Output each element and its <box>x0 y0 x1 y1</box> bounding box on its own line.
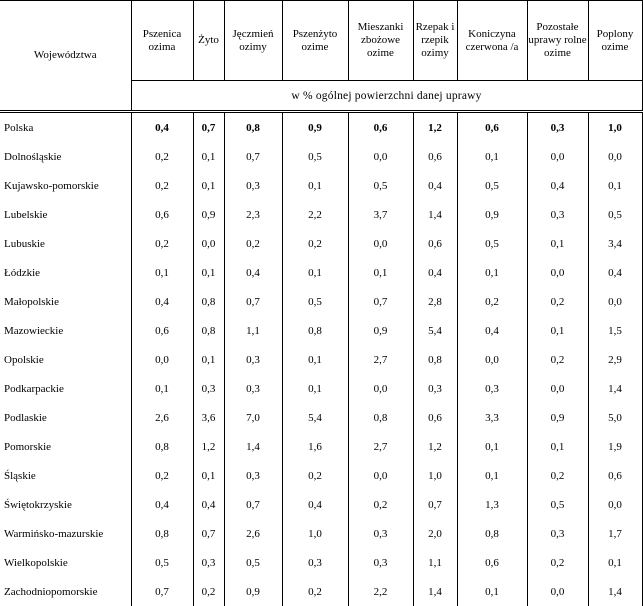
table-cell: 0,4 <box>131 112 193 143</box>
table-cell: 1,0 <box>413 461 457 490</box>
table-cell: 0,9 <box>224 577 282 606</box>
table-cell: 0,8 <box>131 432 193 461</box>
table-cell: 2,3 <box>224 200 282 229</box>
table-cell: 0,0 <box>348 461 413 490</box>
table-row <box>0 258 642 287</box>
table-cell: 0,6 <box>131 200 193 229</box>
table-cell: 1,4 <box>588 374 642 403</box>
region-name: Wielkopolskie <box>4 556 68 569</box>
table-cell: 0,0 <box>193 229 224 258</box>
table-cell: 1,4 <box>413 200 457 229</box>
table-cell: 0,3 <box>527 519 588 548</box>
table-row <box>0 374 642 403</box>
table-cell: 0,0 <box>527 374 588 403</box>
table-cell: 0,8 <box>282 316 348 345</box>
table-cell: 5,4 <box>282 403 348 432</box>
table-cell: 0,8 <box>224 112 282 143</box>
table-cell: 0,3 <box>527 112 588 143</box>
table-cell: 2,2 <box>282 200 348 229</box>
region-name: Polska <box>0 112 131 143</box>
table-cell: 0,0 <box>588 490 642 519</box>
table-cell: 0,5 <box>348 171 413 200</box>
table-row <box>0 345 642 374</box>
table-cell: 1,2 <box>413 112 457 143</box>
table-cell: 0,1 <box>527 432 588 461</box>
table-cell: 0,4 <box>413 171 457 200</box>
table-row <box>0 200 642 229</box>
table-cell: 2,6 <box>224 519 282 548</box>
table-cell: 0,5 <box>282 287 348 316</box>
table-cell: 0,2 <box>282 461 348 490</box>
table-cell: 0,2 <box>527 345 588 374</box>
table-cell: 0,0 <box>131 345 193 374</box>
table-cell: 0,2 <box>131 171 193 200</box>
table-cell: 1,5 <box>588 316 642 345</box>
table-cell: 0,8 <box>457 519 527 548</box>
table-cell: 3,3 <box>457 403 527 432</box>
table-cell: 0,2 <box>282 577 348 606</box>
table-cell: 0,1 <box>131 374 193 403</box>
table-cell: 0,1 <box>131 258 193 287</box>
table-cell: 0,0 <box>588 287 642 316</box>
region-name: Małopolskie <box>4 295 59 308</box>
table-cell: 0,4 <box>282 490 348 519</box>
column-header: Pozostałe uprawy rolne ozime <box>527 1 588 81</box>
table-cell: 2,0 <box>413 519 457 548</box>
table-cell: 0,2 <box>282 229 348 258</box>
table-cell: 5,4 <box>413 316 457 345</box>
table-cell: 0,5 <box>457 171 527 200</box>
table-cell: 0,9 <box>282 112 348 143</box>
table-cell: 0,7 <box>348 287 413 316</box>
table-cell: 0,3 <box>224 171 282 200</box>
table-cell: 0,1 <box>457 142 527 171</box>
table-cell: 0,0 <box>348 374 413 403</box>
table-cell: 0,8 <box>193 287 224 316</box>
table-row <box>0 229 642 258</box>
table-cell: 0,1 <box>588 548 642 577</box>
region-name: Łódzkie <box>4 266 41 279</box>
table-cell: 0,2 <box>131 229 193 258</box>
region-name: Kujawsko-pomorskie <box>4 179 99 192</box>
table-cell: 0,1 <box>193 171 224 200</box>
table-cell: 0,2 <box>527 548 588 577</box>
table-cell: 0,7 <box>193 112 224 143</box>
region-name: Lubuskie <box>4 237 45 250</box>
table-cell: 0,5 <box>224 548 282 577</box>
table-cell: 0,6 <box>413 229 457 258</box>
table-cell: 0,7 <box>413 490 457 519</box>
table-cell: 2,8 <box>413 287 457 316</box>
table-cell: 0,3 <box>413 374 457 403</box>
table-cell: 0,9 <box>457 200 527 229</box>
region-name: Zachodniopomorskie <box>4 585 98 598</box>
table-cell: 0,6 <box>457 112 527 143</box>
table-cell: 1,4 <box>413 577 457 606</box>
table-row <box>0 403 642 432</box>
region-name: Podlaskie <box>4 411 47 424</box>
table-cell: 3,4 <box>588 229 642 258</box>
column-header: Żyto <box>193 1 224 81</box>
table-cell: 0,0 <box>527 577 588 606</box>
table-cell: 0,3 <box>348 519 413 548</box>
table-cell: 0,5 <box>282 142 348 171</box>
table-cell: 0,8 <box>413 345 457 374</box>
table-cell: 0,1 <box>282 171 348 200</box>
table-cell: 0,1 <box>282 258 348 287</box>
table-cell: 1,7 <box>588 519 642 548</box>
table-cell: 0,1 <box>588 171 642 200</box>
table-row <box>0 316 642 345</box>
table-cell: 0,0 <box>348 142 413 171</box>
table-cell: 0,3 <box>224 374 282 403</box>
table-cell: 1,0 <box>588 112 642 143</box>
table-cell: 0,8 <box>131 519 193 548</box>
table-cell: 7,0 <box>224 403 282 432</box>
table-cell: 0,9 <box>527 403 588 432</box>
table-row <box>0 577 642 606</box>
table-cell: 0,9 <box>193 200 224 229</box>
table-cell: 0,1 <box>457 258 527 287</box>
table-cell: 0,1 <box>282 374 348 403</box>
table-cell: 0,1 <box>457 432 527 461</box>
table-cell: 0,2 <box>193 577 224 606</box>
table-cell: 0,4 <box>131 490 193 519</box>
table-cell: 2,2 <box>348 577 413 606</box>
table-cell: 0,3 <box>193 374 224 403</box>
table-cell: 0,6 <box>457 548 527 577</box>
table-cell: 0,1 <box>193 258 224 287</box>
table-cell: 0,8 <box>193 316 224 345</box>
table-cell: 0,5 <box>527 490 588 519</box>
table-cell: 0,4 <box>457 316 527 345</box>
table-cell: 0,3 <box>282 548 348 577</box>
table-cell: 0,2 <box>527 287 588 316</box>
region-name: Pomorskie <box>4 440 52 453</box>
table-cell: 1,3 <box>457 490 527 519</box>
column-header: Pszenica ozima <box>131 1 193 81</box>
table-cell: 0,2 <box>527 461 588 490</box>
table-cell: 0,9 <box>348 316 413 345</box>
table-cell: 1,1 <box>413 548 457 577</box>
table-cell: 0,4 <box>588 258 642 287</box>
table-cell: 0,2 <box>224 229 282 258</box>
table-cell: 0,4 <box>527 171 588 200</box>
column-header: Poplony ozime <box>588 1 642 81</box>
region-name: Śląskie <box>4 469 36 482</box>
table-row <box>0 287 642 316</box>
table-cell: 3,7 <box>348 200 413 229</box>
unit-note: w % ogólnej powierzchni danej uprawy <box>131 81 642 112</box>
table-row <box>0 142 642 171</box>
table-row <box>0 432 642 461</box>
table-row <box>0 171 642 200</box>
table-cell: 0,2 <box>131 461 193 490</box>
region-name: Opolskie <box>4 353 44 366</box>
table-cell: 2,6 <box>131 403 193 432</box>
table-cell: 2,9 <box>588 345 642 374</box>
table-cell: 0,6 <box>413 142 457 171</box>
table-cell: 0,6 <box>413 403 457 432</box>
table-cell: 0,1 <box>193 345 224 374</box>
table-cell: 0,5 <box>588 200 642 229</box>
table-row <box>0 112 642 143</box>
table-cell: 0,7 <box>131 577 193 606</box>
column-header: Mieszanki zbożowe ozime <box>348 1 413 81</box>
table-cell: 0,3 <box>457 374 527 403</box>
table-cell: 1,2 <box>413 432 457 461</box>
header-row <box>0 1 642 81</box>
column-header: Jęczmień ozimy <box>224 1 282 81</box>
table-cell: 0,7 <box>193 519 224 548</box>
table-cell: 0,1 <box>282 345 348 374</box>
table-cell: 0,4 <box>413 258 457 287</box>
region-name: Dolnośląskie <box>4 150 62 163</box>
table-cell: 0,3 <box>224 461 282 490</box>
table-cell: 0,8 <box>348 403 413 432</box>
region-name: Mazowieckie <box>4 324 64 337</box>
table-cell: 0,7 <box>224 287 282 316</box>
table-cell: 0,0 <box>527 258 588 287</box>
table-cell: 1,2 <box>193 432 224 461</box>
table-cell: 0,2 <box>457 287 527 316</box>
table-cell: 0,1 <box>193 461 224 490</box>
table-cell: 0,0 <box>527 142 588 171</box>
table-row <box>0 490 642 519</box>
region-name: Podkarpackie <box>4 382 64 395</box>
table-cell: 0,1 <box>457 461 527 490</box>
column-header: Pszenżyto ozime <box>282 1 348 81</box>
table-row <box>0 548 642 577</box>
table-cell: 0,0 <box>588 142 642 171</box>
table-cell: 0,3 <box>527 200 588 229</box>
table-cell: 0,4 <box>224 258 282 287</box>
table-cell: 0,6 <box>131 316 193 345</box>
table-cell: 0,1 <box>457 577 527 606</box>
region-name: Warmińsko-mazurskie <box>4 527 104 540</box>
table-cell: 0,1 <box>193 142 224 171</box>
column-header: Koniczyna czerwona /a <box>457 1 527 81</box>
table-cell: 5,0 <box>588 403 642 432</box>
table-cell: 0,4 <box>131 287 193 316</box>
table-cell: 1,9 <box>588 432 642 461</box>
table-row <box>0 519 642 548</box>
region-column-header: Województwa <box>0 1 131 112</box>
table-cell: 0,0 <box>457 345 527 374</box>
table-cell: 1,6 <box>282 432 348 461</box>
table-row <box>0 461 642 490</box>
table-cell: 1,4 <box>588 577 642 606</box>
column-header: Rzepak i rzepik ozimy <box>413 1 457 81</box>
table-cell: 2,7 <box>348 432 413 461</box>
table-cell: 1,1 <box>224 316 282 345</box>
table-cell: 0,6 <box>348 112 413 143</box>
table-cell: 0,5 <box>457 229 527 258</box>
table-cell: 0,2 <box>348 490 413 519</box>
region-name: Lubelskie <box>4 208 48 221</box>
table-cell: 0,0 <box>348 229 413 258</box>
table-cell: 0,3 <box>224 345 282 374</box>
table-cell: 0,7 <box>224 142 282 171</box>
table-cell: 0,5 <box>131 548 193 577</box>
table-cell: 0,1 <box>527 316 588 345</box>
region-name: Świętokrzyskie <box>4 498 72 511</box>
table-cell: 1,4 <box>224 432 282 461</box>
table-cell: 0,3 <box>348 548 413 577</box>
table-cell: 0,4 <box>193 490 224 519</box>
table-cell: 0,7 <box>224 490 282 519</box>
table-cell: 0,1 <box>348 258 413 287</box>
table-cell: 3,6 <box>193 403 224 432</box>
table-cell: 0,6 <box>588 461 642 490</box>
table-cell: 2,7 <box>348 345 413 374</box>
table-cell: 0,1 <box>527 229 588 258</box>
table-cell: 1,0 <box>282 519 348 548</box>
table-cell: 0,3 <box>193 548 224 577</box>
table-cell: 0,2 <box>131 142 193 171</box>
